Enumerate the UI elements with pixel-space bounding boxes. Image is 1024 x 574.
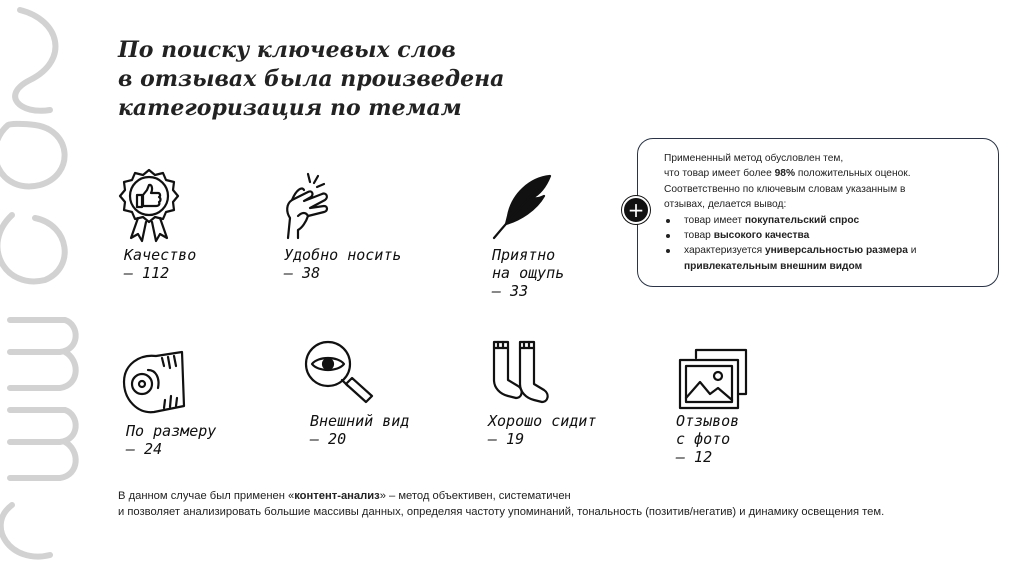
info-line-4: отзывах, делается вывод: bbox=[664, 199, 787, 211]
category-name: Хорошо сидит bbox=[488, 412, 597, 430]
category-name-2: на ощупь bbox=[492, 264, 565, 282]
list-item: товар имеет покупательский спрос bbox=[664, 213, 988, 228]
category-count: – 24 bbox=[126, 440, 163, 458]
category-label-appearance bbox=[310, 412, 409, 448]
list-item: характеризуется универсальностью размера и bbox=[664, 243, 988, 258]
info-box bbox=[637, 138, 999, 287]
category-label-quality bbox=[124, 246, 196, 282]
conclusion-list bbox=[664, 213, 988, 259]
category-count: – 38 bbox=[284, 264, 321, 282]
category-label-comfort bbox=[284, 246, 401, 282]
category-name: Отзывов bbox=[676, 412, 740, 430]
category-count: – 33 bbox=[492, 282, 529, 300]
info-line-2: что товар имеет более 98% положительных оценок. bbox=[664, 168, 911, 180]
category-name: Удобно носить bbox=[284, 246, 402, 264]
category-count: – 112 bbox=[124, 264, 170, 282]
category-count: – 20 bbox=[310, 430, 347, 448]
decorative-letters bbox=[0, 0, 90, 574]
socks-icon bbox=[490, 338, 552, 410]
measuring-tape-icon bbox=[118, 346, 190, 416]
category-label-size bbox=[126, 422, 216, 458]
info-line-1: Примененный метод обусловлен тем, bbox=[664, 153, 844, 164]
footer-text bbox=[118, 488, 998, 520]
category-label-touch bbox=[492, 246, 564, 300]
category-count: – 12 bbox=[676, 448, 713, 466]
expand-plus-button[interactable]: + bbox=[622, 196, 650, 224]
category-label-fit bbox=[488, 412, 596, 448]
list-item: товар высокого качества bbox=[664, 228, 988, 243]
category-label-photos bbox=[676, 412, 739, 466]
percent-highlight: 98% bbox=[774, 168, 795, 180]
category-name: Качество bbox=[124, 246, 197, 264]
info-line-cont: привлекательным внешним видом bbox=[684, 260, 863, 272]
quality-badge-icon bbox=[118, 168, 180, 244]
category-name: Внешний вид bbox=[310, 412, 410, 430]
content-analysis-term: контент-анализ bbox=[294, 490, 380, 502]
category-count: – 19 bbox=[488, 430, 525, 448]
category-name: По размеру bbox=[126, 422, 217, 440]
magnifier-eye-icon bbox=[302, 340, 374, 406]
footer-line-2: и позволяет анализировать большие массивы данных, определяя частоту упоминаний, тональность (позитив/негатив) и динамику освещения тем. bbox=[118, 506, 885, 518]
feather-icon bbox=[490, 172, 560, 240]
category-name-2: с фото – 12 bbox=[676, 430, 731, 466]
photos-icon bbox=[676, 348, 750, 412]
category-name: Приятно bbox=[492, 246, 556, 264]
info-line-3: Соответственно по ключевым словам указанным в bbox=[664, 183, 906, 195]
title-line-2: в отзывах была произведена bbox=[118, 66, 505, 92]
snap-fingers-icon bbox=[278, 170, 340, 240]
title-line-1: По поиску ключевых слов bbox=[118, 37, 456, 63]
footer-line-1: В данном случае был применен «контент-анализ» – метод объективен, систематичен bbox=[118, 490, 571, 502]
title-line-3: категоризация по темам bbox=[118, 95, 462, 121]
page-title bbox=[118, 36, 578, 123]
